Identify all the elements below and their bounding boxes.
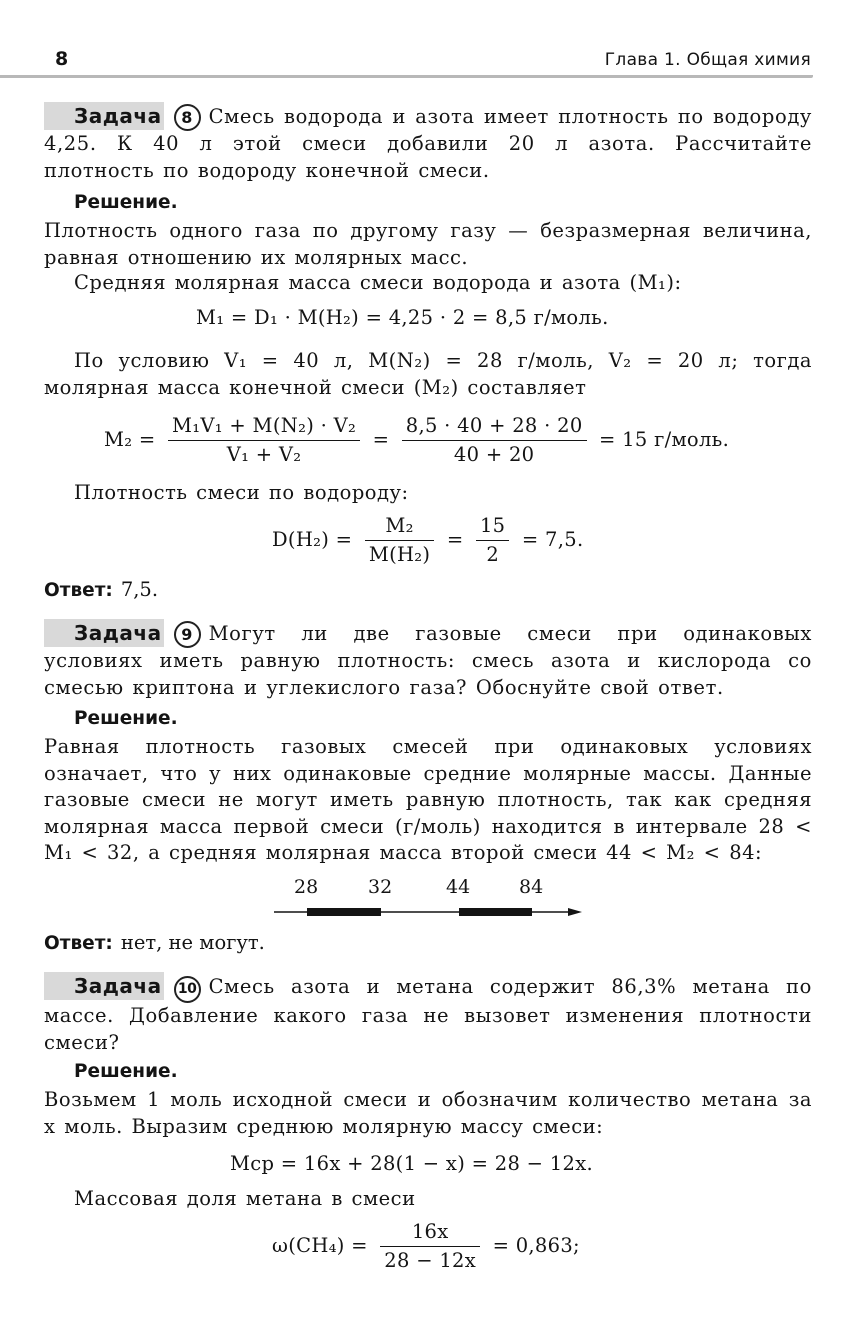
interval-m1 xyxy=(307,908,381,916)
task-number-badge: 9 xyxy=(174,621,201,648)
task-text: Смесь азота и метана содержит 86,3% метана по массе. Добавление какого газа не вызовет изменения плотности смеси? xyxy=(44,975,812,1054)
numerator: 8,5 · 40 + 28 · 20 xyxy=(402,414,587,441)
answer-value: нет, не могут. xyxy=(120,931,265,954)
number-line-label: 32 xyxy=(368,876,393,898)
task-text: Могут ли две газовые смеси при одинаковых условиях иметь равную плотность: смесь азота и кислорода со смесью криптона и углекислого газа? Обоснуйте свой ответ. xyxy=(44,622,812,699)
fraction xyxy=(476,514,509,567)
numerator: M₂ xyxy=(365,514,435,541)
denominator: 2 xyxy=(486,543,500,566)
number-line-label: 84 xyxy=(519,876,544,898)
task-8-statement xyxy=(44,102,812,184)
denominator: V₁ + V₂ xyxy=(226,443,302,466)
task-8-paragraph-4 xyxy=(44,480,812,507)
task-number-badge: 10 xyxy=(174,976,201,1003)
fraction xyxy=(380,1220,480,1273)
task-label: Задача xyxy=(44,972,164,1000)
eq-result: = 15 г/моль. xyxy=(599,428,730,451)
numerator: 15 xyxy=(476,514,509,541)
solution-heading: Решение. xyxy=(74,708,178,729)
denominator: 28 − 12x xyxy=(384,1249,477,1272)
eq-result: = 0,863; xyxy=(492,1234,580,1257)
page-number: 8 xyxy=(55,48,69,70)
answer-label: Ответ: xyxy=(44,933,113,954)
equation-density: D(H₂) = $\frac{\text{M₂}}{\text{M(H₂)}}$ = $\frac{15}{2}$ = 7,5. xyxy=(272,514,584,566)
equation-mean-molar-mass: Mср = 16x + 28(1 − x) = 28 − 12x. xyxy=(230,1152,594,1175)
paragraph: Равная плотность газовых смесей при одинаковых условиях означает, что у них одинаковые средние молярные массы. Данные газовые смеси не могут иметь равную плотность, так как средняя молярная масса первой смеси (г/моль) находится в интервале 28 < M₁ < 32, а средняя молярная масса второй смеси 44 < M₂ < 84: xyxy=(44,735,812,864)
task-text: Смесь водорода и азота имеет плотность по водороду 4,25. К 40 л этой смеси добавили 20 л азота. Рассчитайте плотность по водороду конечной смеси. xyxy=(44,105,812,182)
equation-mass-fraction xyxy=(272,1220,580,1273)
equation-m1: M₁ = D₁ · M(H₂) = 4,25 · 2 = 8,5 г/моль. xyxy=(196,306,609,329)
task-8-paragraph-1 xyxy=(44,218,812,271)
task-10-paragraph-1 xyxy=(44,1087,812,1140)
solution-heading: Решение. xyxy=(74,192,178,213)
fraction xyxy=(365,514,435,567)
eq-lhs: D(H₂) = xyxy=(272,528,353,551)
number-line xyxy=(270,900,590,924)
paragraph: По условию V₁ = 40 л, M(N₂) = 28 г/моль, V₂ = 20 л; тогда молярная масса конечной смеси (M₂) составляет xyxy=(44,349,812,399)
denominator: M(H₂) xyxy=(368,543,431,566)
number-line-label: 44 xyxy=(446,876,471,898)
task-9-statement xyxy=(44,619,812,701)
task-10-statement xyxy=(44,972,812,1056)
answer-line xyxy=(44,931,265,954)
eq-lhs: M₂ = xyxy=(104,428,156,451)
chapter-title: Глава 1. Общая химия xyxy=(604,50,811,70)
fraction xyxy=(168,414,360,467)
solution-heading: Решение. xyxy=(74,1061,178,1082)
task-9-paragraph-1 xyxy=(44,734,812,867)
fraction xyxy=(402,414,587,467)
paragraph: Плотность смеси по водороду: xyxy=(74,481,409,504)
arrow-icon xyxy=(568,908,582,916)
denominator: 40 + 20 xyxy=(453,443,535,466)
numerator: M₁V₁ + M(N₂) · V₂ xyxy=(168,414,360,441)
equation-m2: M₂ = $\frac{\text{M₁V₁ + M(N₂) · V₂}}{\text{V₁ + V₂}}$ = $\frac{8,5 \cdot 40 + 28 \cdot 20}{40 + 20}$ = 15 г/моль. xyxy=(104,414,730,466)
answer-label: Ответ: xyxy=(44,580,113,601)
task-label: Задача xyxy=(44,102,164,130)
header-rule xyxy=(0,75,813,78)
task-number-badge: 8 xyxy=(174,104,201,131)
task-8-paragraph-3 xyxy=(44,348,812,401)
task-label: Задача xyxy=(44,619,164,647)
task-10-paragraph-2 xyxy=(44,1186,812,1213)
task-8-paragraph-2 xyxy=(44,270,812,297)
paragraph: Средняя молярная масса смеси водорода и азота (M₁): xyxy=(74,271,682,294)
numerator: 16x xyxy=(380,1220,480,1247)
paragraph: Возьмем 1 моль исходной смеси и обозначим количество метана за x моль. Выразим среднюю молярную массу смеси: xyxy=(44,1088,812,1138)
number-line-label: 28 xyxy=(294,876,319,898)
answer-value: 7,5. xyxy=(120,578,159,601)
eq-result: = 7,5. xyxy=(521,528,584,551)
interval-m2 xyxy=(459,908,532,916)
paragraph: Плотность одного газа по другому газу — безразмерная величина, равная отношению их молярных масс. xyxy=(44,219,812,269)
eq-lhs: ω(CH₄) = xyxy=(272,1234,368,1257)
answer-line xyxy=(44,578,158,601)
paragraph: Массовая доля метана в смеси xyxy=(74,1187,416,1210)
